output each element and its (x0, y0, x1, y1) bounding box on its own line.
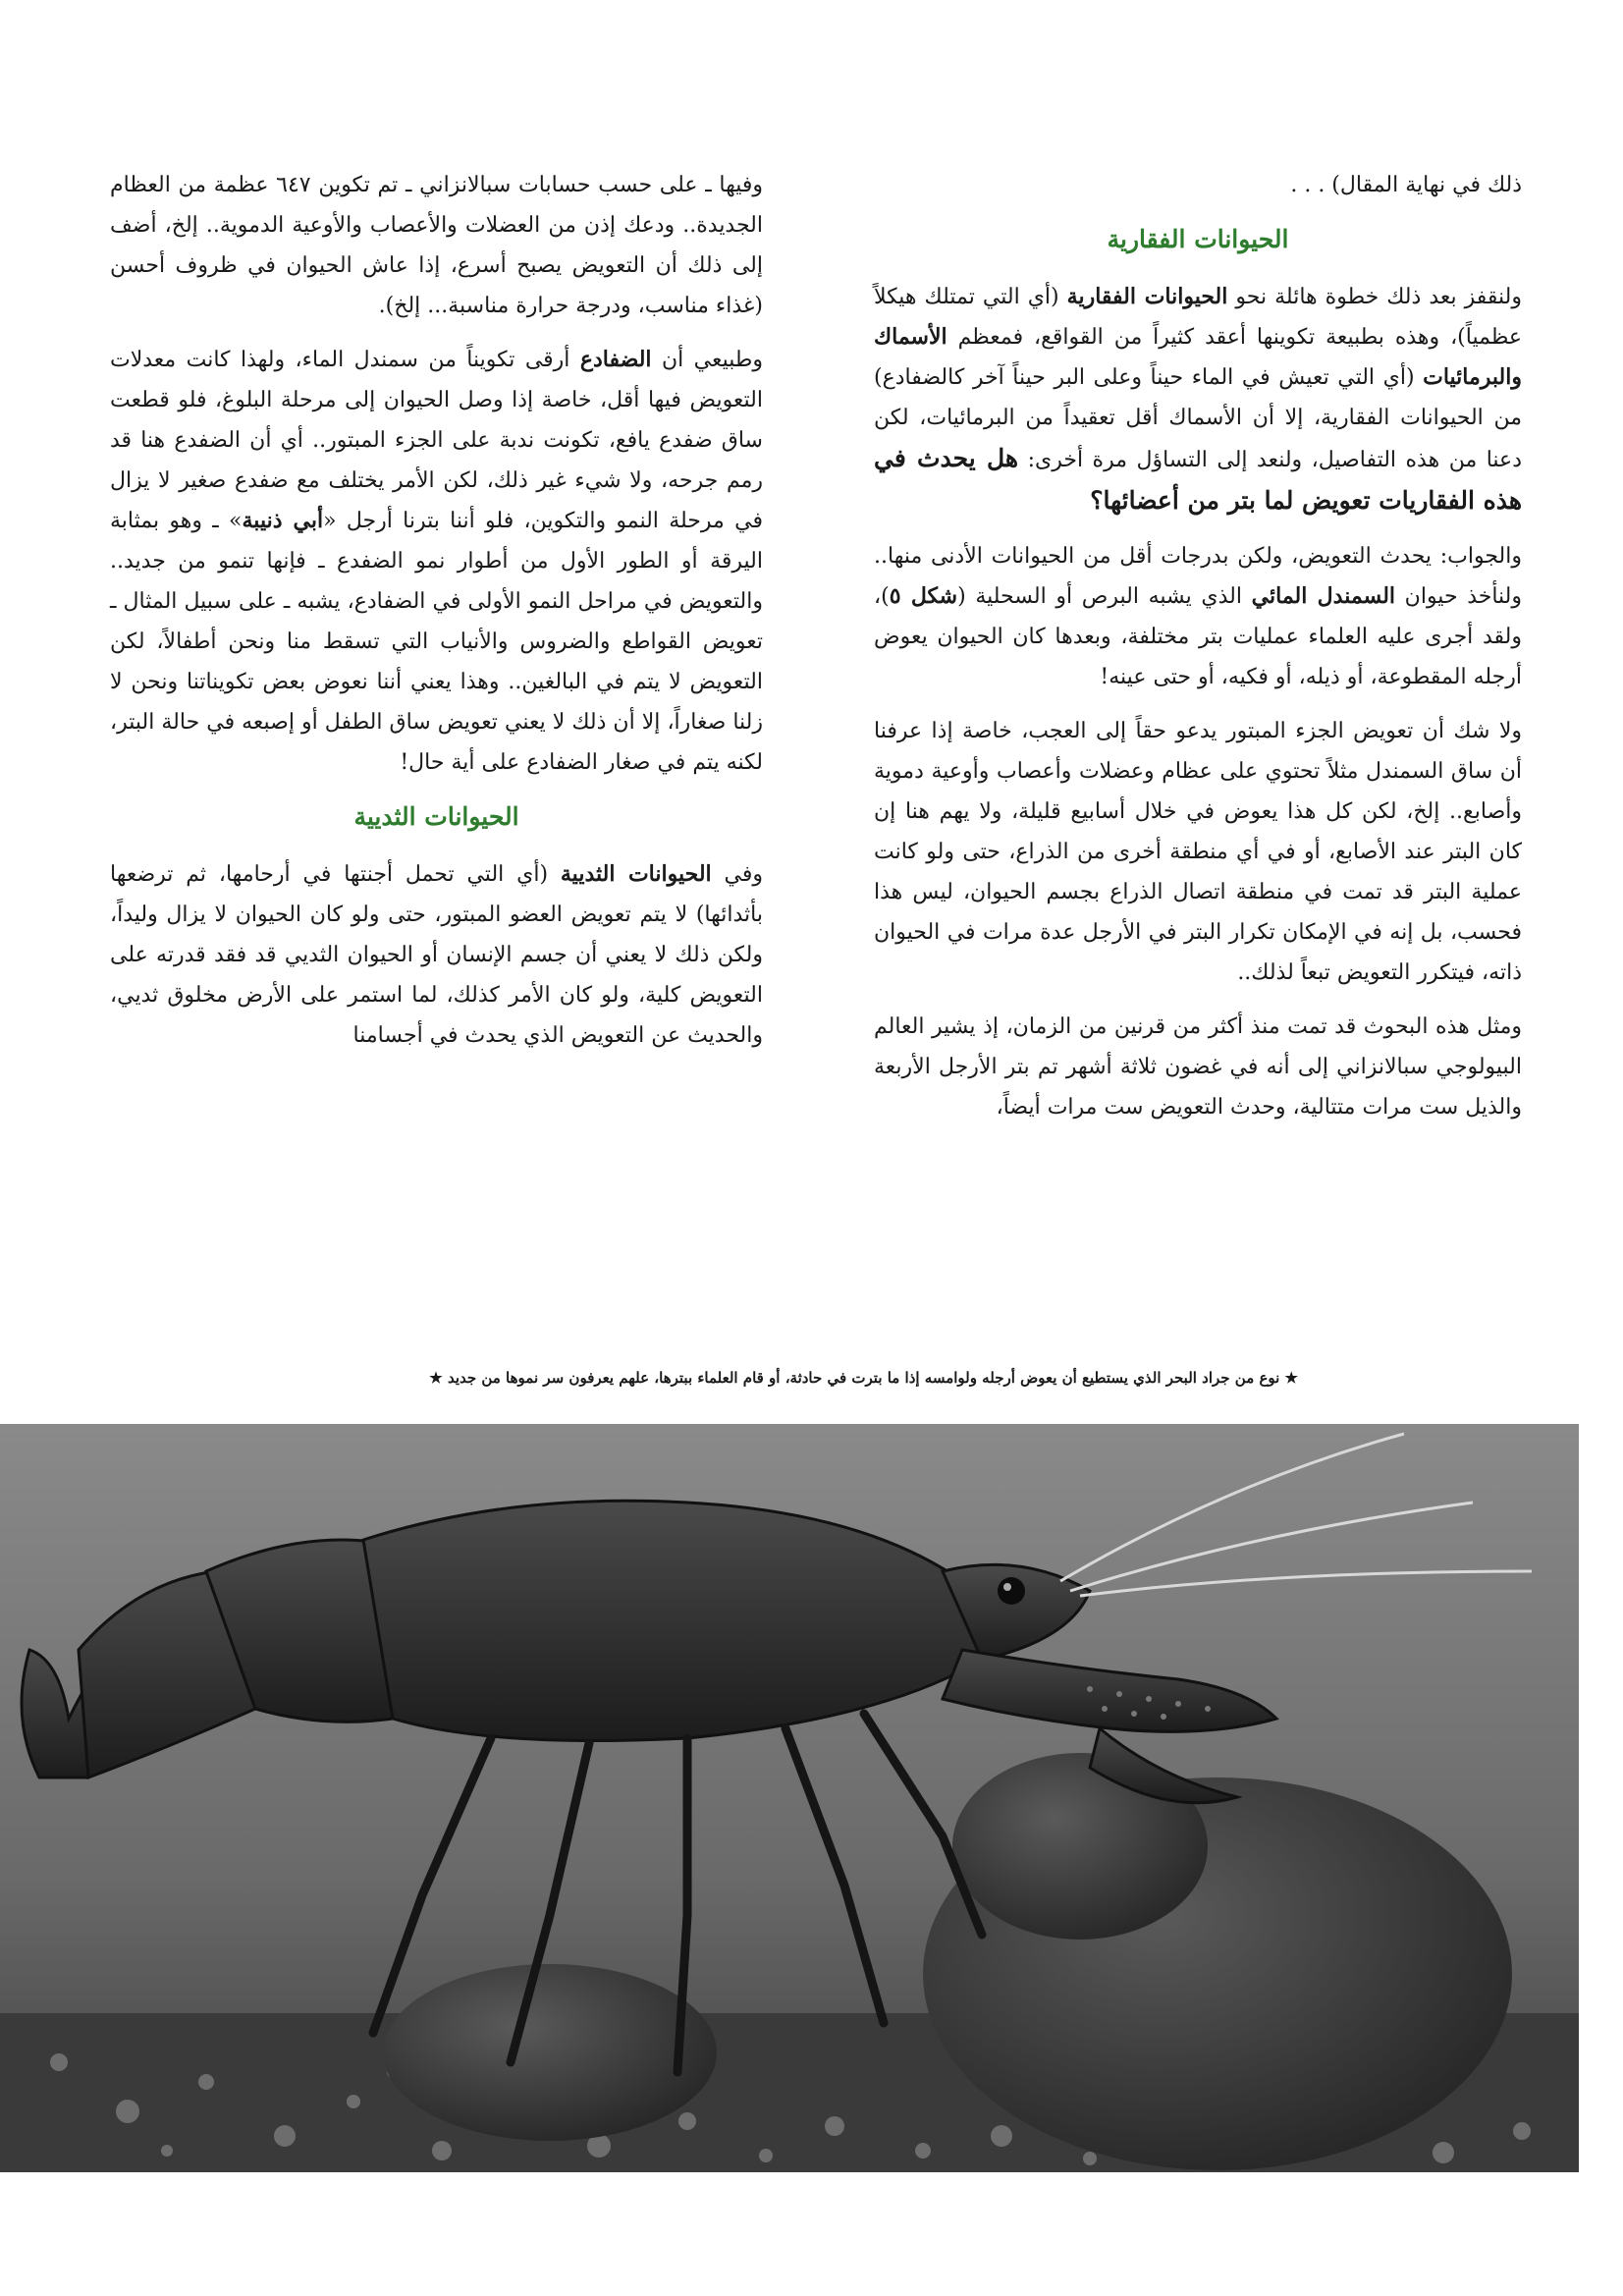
paragraph: ومثل هذه البحوث قد تمت منذ أكثر من قرنين من الزمان، إذ يشير العالم البيولوجي سبالانزاني إلى أنه في غضون ثلاثة أشهر تم بتر الأرجل الأربعة والذيل ست مرات متتالية، وحدث التعويض ست مرات أيضاً، (874, 1014, 1522, 1120)
bold-term: الأسماك والبرمائيات (874, 324, 1522, 390)
text-run: )، ولقد أجرى عليه العلماء عمليات بتر مختلفة، وبعدها كان الحيوان يعوض أرجله المقطوعة، أو ذيله، أو فكيه، أو حتى عينه! (874, 584, 1522, 689)
text-run: (أي التي تمتلك هيكلاً عظمياً)، وهذه بطبيعة تكوينها أعقد كثيراً من القواقع، فمعظم (874, 285, 1522, 350)
section-heading-mammals: الحيوانات الثديية (353, 802, 519, 831)
paragraph (110, 340, 763, 783)
paragraph: ولا شك أن تعويض الجزء المبتور يدعو حقاً إلى العجب، خاصة إذا عرفنا أن ساق السمندل مثلاً تحتوي على عظام وعضلات وأعصاب وأوعية دموية وأصابع.. إلخ، لكن كل هذا يعوض في خلال أسابيع قليلة، ولا يهم هنا إن كان البتر عند الأصابع، أو في أي منطقة أخرى من الذراع، حتى ولو كانت عملية البتر قد تمت في منطقة اتصال الذراع بجسم الحيوان، ليس هذا فحسب، بل إنه في الإمكان تكرار البتر في الأرجل عدة مرات في الحيوان ذاته، فيتكرر التعويض تبعاً لذلك.. (874, 719, 1522, 985)
paragraph: وفيها ـ على حسب حسابات سبالانزاني ـ تم تكوين ٦٤٧ عظمة من العظام الجديدة.. ودعك إذن من العضلات والأعصاب والأوعية الدموية.. إلخ، أضف إلى ذلك أن التعويض يصبح أسرع، إذا عاش الحيوان في ظروف أحسن (غذاء مناسب، ودرجة حرارة مناسبة... إلخ). (110, 173, 763, 318)
text-run: (أي التي تعيش في الماء حيناً وعلى البر حيناً آخر كالضفادع) من الحيوانات الفقارية، إلا أن الأسماك أقل تعقيداً من البرمائيات، لكن دعنا من هذه التفاصيل، ولنعد إلى التساؤل مرة أخرى: (874, 365, 1522, 472)
text-run: الذي يشبه البرص أو السحلية ( (957, 584, 1252, 609)
section-heading-vertebrates: الحيوانات الفقارية (1107, 225, 1289, 253)
paragraph (110, 854, 763, 1056)
bold-term: الضفادع (579, 347, 652, 372)
bold-question: هل يحدث في هذه الفقاريات تعويض لما بتر من أعضائها؟ (874, 444, 1522, 515)
text-run: » ـ وهو بمثابة اليرقة أو الطور الأول من أطوار نمو الضفدع ـ فإنها تنمو من جديد.. والتعويض في مراحل النمو الأولى في الضفادع، يشبه ـ على سبيل المثال ـ تعويض القواطع والضروس والأنياب التي تسقط منا ونحن أطفالاً، لكن التعويض لا يتم في البالغين.. وهذا يعني أننا نعوض بعض تكويناتنا ونحن لا زلنا صغاراً، إلا أن ذلك لا يعني تعويض ساق الطفل أو إصبعه في حالة البتر، لكنه يتم في صغار الضفادع على أية حال! (110, 509, 763, 775)
text-run: ولنقفز بعد ذلك خطوة هائلة نحو (1227, 285, 1523, 309)
bold-term: أبي ذنيبة (242, 508, 324, 533)
photo-caption: ★ نوع من جراد البحر الذي يستطيع أن يعوض أرجله ولوامسه إذا ما بترت في حادثة، أو قام العلماء ببترها، علهم يعرفون سر نموها من جديد ★ (429, 1369, 1298, 1387)
crayfish-photo (0, 1424, 1579, 2172)
text-run: (أي التي تحمل أجنتها في أرحامها، ثم ترضعها بأثدائها) لا يتم تعويض العضو المبتور، حتى ولو كان الحيوان لا يزال وليداً، ولكن ذلك لا يعني أن جسم الإنسان أو الحيوان الثديي قد فقد قدرته على التعويض كلية، ولو كان الأمر كذلك، لما استمر على الأرض مخلوق ثديي، والحديث عن التعويض الذي يحدث في أجسامنا (110, 862, 763, 1048)
text-run: والجواب: يحدث التعويض، ولكن بدرجات أقل من الحيوانات الأدنى منها.. ولنأخذ حيوان (874, 544, 1523, 609)
bold-term: السمندل المائي (1251, 583, 1396, 609)
paragraph (874, 277, 1522, 522)
bold-term: الحيوانات الثديية (560, 861, 712, 887)
right-column (874, 165, 1522, 1141)
crayfish-photo-icon (0, 1424, 1579, 2172)
intro-line: ذلك في نهاية المقال) . . . (1290, 173, 1522, 197)
paragraph (874, 536, 1522, 697)
text-run: وفي (711, 862, 763, 887)
bold-term: الحيوانات الفقارية (1066, 284, 1228, 309)
text-run: أرقى تكويناً من سمندل الماء، ولهذا كانت معدلات التعويض فيها أقل، خاصة إذا وصل الحيوان إلى مرحلة البلوغ، فلو قطعت ساق ضفدع يافع، تكونت ندبة على الجزء المبتور.. أي أن الضفدع هنا قد رمم جرحه، ولا شيء غير ذلك، لكن الأمر يختلف مع ضفدع صغير لا يزال في مرحلة النمو والتكوين، فلو أننا بترنا أرجل « (110, 348, 763, 533)
figure-reference: شكل ٥ (889, 583, 958, 609)
left-column (110, 165, 763, 1069)
text-run: وطبيعي أن (651, 348, 763, 372)
